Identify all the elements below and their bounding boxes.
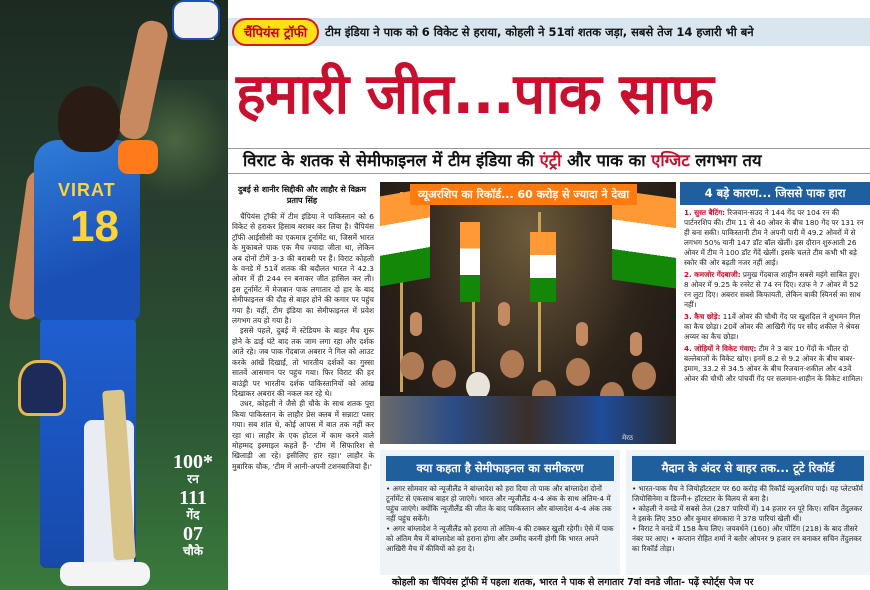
semifinal-equation-box (380, 450, 620, 576)
semifinal-point: • अगर बांग्लादेश ने न्यूजीलैंड को हराया तो अंतिम-4 की टक्कर खुली रहेगी। ऐसे में पाक को अंतिम मैच में बांग्लादेश को हराना होगा और उम्मीद करनी होगी कि भारत अपने आखिरी मैच में कीवियों को हरा दे। (386, 524, 614, 553)
record-point-text: कोहली ने वनडे में सबसे तेज (287 पारियों में) 14 हजार रन पूरे किए। सचिन तेंदुलकर ने इसके लिए 350 और कुमार संगकारा ने 378 पारियां खेली थीं। (632, 504, 863, 523)
stat-runs-label: रन (187, 472, 199, 486)
section-badge: चैंपियंस ट्रॉफी (232, 18, 319, 46)
subheadline (243, 149, 762, 173)
byline: दुबई से शानीर सिद्दीकी और लाहौर से विक्रम प्रताप सिंह (238, 185, 366, 205)
record-point: • भारत-पाक मैच ने जियोहॉटस्टार पर 60 करोड़ की रिकॉर्ड व्यूअरशिप पाई। यह प्लेटफॉर्म जियोसिनेमा व डिज्नी+ हॉटस्टार के विलय से बना है। (632, 484, 863, 503)
reason-title: 1. सुस्त बैटिंग: (684, 208, 725, 217)
crowd-face (632, 362, 656, 390)
raised-hand (410, 312, 422, 336)
reasons-box (680, 182, 870, 444)
top-strip (228, 18, 870, 46)
reason-title: 3. कैच छोड़े: (684, 312, 721, 321)
article-paragraph: चैंपियंस ट्रॉफी में टीम इंडिया ने पाकिस्तान को 6 विकेट से हराकर हिसाब बराबर कर लिया है। चैंपियंस ट्रॉफी आईसीसी का एकमात्र टूर्नामेंट था, जिसमें भारत के मुकाबले पाक एक मैच ज्यादा जीता था, लेकिन अब दोनों टीमें 3-3 की बराबरी पर हैं। विराट कोहली के वनडे में 51वें शतक की बदौलत भारत ने 42.3 ओवर में ही 244 रन बनाकर जीत हासिल कर ली। इस टूर्नामेंट में मेजबान पाक लगातार दो हार के बाद सेमीफाइनल की दौड़ से बाहर होने की कगार पर पहुंच गया है। वहीं, टीम इंडिया का सेमीफाइनल में प्रवेश लगभग तय हो गया है। (232, 212, 374, 326)
article-body (232, 212, 374, 472)
raised-hand (576, 322, 588, 346)
player-head (58, 86, 120, 152)
record-point: • कोहली ने वनडे में सबसे तेज (287 पारियों में) 14 हजार रन पूरे किए। सचिन तेंदुलकर ने इसके लिए 350 और कुमार संगकारा ने 378 पारियां खेली थीं। (632, 504, 863, 523)
indian-flag (530, 232, 556, 302)
crowd-face (400, 352, 424, 380)
semifinal-point: • अगर सोमवार को न्यूजीलैंड ने बांग्लादेश को हरा दिया तो पाक और बांग्लादेश दोनों टूर्नामेंट से एकसाथ बाहर हो जाएंगे। भारत और न्यूजीलैंड 4-4 अंक के साथ अंतिम-4 में पहुंच जाएंगे। क्योंकि न्यूजीलैंड की जीत के बाद पाकिस्तान और बांग्लादेश 4-4 अंक तक नहीं पहुंच सकेंगे। (386, 484, 612, 523)
player-helmet (18, 360, 66, 416)
raised-hand (630, 332, 642, 356)
subhead-entry: एंट्री (539, 151, 562, 170)
subhead-part1: विराट के शतक से सेमीफाइनल में टीम इंडिया की (243, 151, 540, 170)
subhead-part3: लगभग तय (689, 151, 762, 170)
crowd-face (566, 358, 590, 386)
kohli-stats (160, 452, 226, 560)
semifinal-title: क्या कहता है सेमीफाइनल का समीकरण (386, 456, 614, 481)
headline: हमारी जीत...पाक साफ (236, 62, 713, 127)
records-title: मैदान के अंदर से बाहर तक... टूटे रिकॉर्ड (632, 456, 864, 481)
record-point-text: कप्तान रोहित शर्मा ने बतौर ओपनर 9 हजार रन बनाकर सचिन तेंदुलकर का रिकॉर्ड तोड़ा। (632, 534, 862, 553)
crowd-celebration-photo (380, 182, 676, 444)
jersey-name: VIRAT (58, 180, 116, 200)
reason-text: 11वें ओवर की चौथी गेंद पर खुशदिल ने शुभमन गिल का कैच छोड़ा। 20वें ओवर की आखिरी गेंद पर सौद शकील ने श्रेयस अय्यर का कैच छोड़ा। (684, 312, 861, 341)
reason-text: प्रमुख गेंदबाज शाहीन सबसे महंगे साबित हुए। 8 ओवर में 9.25 के रनरेट से 74 रन दिए। रउफ ने 7 ओवर में 52 रन लुटा दिए। अबरार सबसे किफायती, लेकिन बाकी स्पिनर्स का साथ नहीं। (684, 270, 861, 309)
crowd-caption: व्यूअरशिप का रिकॉर्ड... 60 करोड़ से ज्यादा ने देखा (410, 184, 637, 205)
reasons-list (680, 205, 870, 389)
jersey-number: 18 (70, 202, 119, 251)
reason-title: 4. जोड़ियों ने विकेट गंवाए: (684, 344, 757, 353)
record-point: • विराट ने वनडे में 158 कैच लिए। जयवर्धने (160) और पोंटिंग (218) के बाद तीसरे नंबर पर आए। • कप्तान रोहित शर्मा ने बतौर ओपनर 9 हजार रन बनाकर सचिन तेंदुलकर का रिकॉर्ड तोड़ा। (632, 524, 862, 553)
records-box (626, 450, 870, 576)
record-point-text: विराट ने वनडे में 158 कैच लिए। जयवर्धने (160) और पोंटिंग (218) के बाद तीसरे नंबर पर आए। (632, 524, 858, 543)
photo-credit: मेरठ (622, 434, 634, 442)
reason-text: टीम ने 3 बार 10 गेंदों के भीतर दो बल्लेबाजों के विकेट खोए। इनमें 8.2 से 9.2 ओवर के बीच बाबर-इमाम, 33.2 से 34.5 ओवर के बीच रिजवान-शकील और 43वें ओवर की चौथी और पांचवीं गेंद पर सलमान-शाहीन के विकेट शामिल। (684, 344, 863, 383)
stat-runs-value: 100* (173, 451, 213, 473)
records-text (626, 484, 870, 554)
stat-balls-value: 111 (179, 487, 207, 509)
article-paragraph: इससे पहले, दुबई में स्टेडियम के बाहर मैच शुरू होने के ढाई घंटे बाद तक जाम लगा रहा और दर्शक आते रहे। जब पाक गेंदबाज अबरार ने गिल को आउट करके आंखें दिखाईं, तो भारतीय दर्शकों का गुस्सा सातवें आसमान पर पहुंच गया। फिर विराट की हर बाउंड्री पर भारतीय दर्शक पाकिस्तानियों को आंख दिखाकर अबरार की नकल कर रहे थे। (232, 326, 374, 398)
subhead-exit: एग्जिट (651, 151, 690, 170)
semifinal-text (380, 484, 620, 554)
stat-fours-value: 07 (183, 523, 203, 545)
crowd-face (500, 350, 524, 378)
reason-item (684, 344, 866, 384)
stat-balls-label: गेंद (186, 508, 200, 522)
stat-fours-label: चौके (183, 544, 203, 558)
semifinal-point-text: अगर सोमवार को न्यूजीलैंड ने बांग्लादेश को हरा दिया तो पाक और बांग्लादेश दोनों टूर्नामेंट से एकसाथ बाहर हो जाएंगे। भारत और न्यूजीलैंड 4-4 अंक के साथ अंतिम-4 में पहुंच जाएंगे। क्योंकि न्यूजीलैंड की जीत के बाद पाकिस्तान और बांग्लादेश 4-4 अंक तक नहीं पहुंच सकेंगे। (386, 484, 612, 523)
reasons-title: 4 बड़े कारण... जिससे पाक हारा (680, 182, 870, 205)
player-glove (172, 0, 220, 40)
subhead-part2: और पाक का (561, 151, 652, 170)
reason-text: रिजवान-सउद ने 144 गेंद पर 104 रन की पार्टनरशिप की। टीम 11 से 40 ओवर के बीच 180 गेंद पर 131 रन ही बना सकी। पाकिस्तानी टीम ने अपनी पारी में 49.2 ओवरों में से लगभग 50% यानी 147 डॉट बॉल खेलीं। इस दौरान शुरुआती 26 ओवर में टीम ने 100 डॉट गेंदें खेलीं। इसके चलते टीम कभी भी बड़े स्कोर की ओर बढ़ती नजर नहीं आई। (684, 208, 864, 267)
article-paragraph: उधर, कोहली ने जैसे ही चौके के साथ शतक पूरा किया पाकिस्तान के लाहौर प्रेस क्लब में सन्नाटा पसर गया। सब शांत थे, कोई आपस में बात तक नहीं कर रहा था। लाहौर के एक होटल में काम करने वाले मोहम्मद इस्माइल कहते हैं- 'टीम में सिफारिश से खिलाड़ी आ रहे। इसीलिए हार रहा।' लाहौर के मुबारिक चौक, 'टीम में आनी-अपनी टशनबाजियां हैं।' (232, 399, 374, 471)
raised-hand (498, 302, 510, 326)
reason-item (684, 312, 866, 342)
reason-item (684, 270, 866, 310)
player-sleeve (118, 140, 158, 174)
indian-flag (460, 222, 480, 302)
player-shoes (60, 562, 150, 586)
bottom-teaser: कोहली का चैंपियंस ट्रॉफी में पहला शतक, भारत ने पाक से लगातार 7वां वनडे जीता- पढ़ें स्पोर्ट्स पेज पर (380, 575, 870, 590)
top-strip-text: टीम इंडिया ने पाक को 6 विकेट से हराया, कोहली ने 51वां शतक जड़ा, सबसे तेज 14 हजारी भी बने (325, 24, 754, 39)
record-point-text: भारत-पाक मैच ने जियोहॉटस्टार पर 60 करोड़ की रिकॉर्ड व्यूअरशिप पाई। यह प्लेटफॉर्म जियोसिनेमा व डिज्नी+ हॉटस्टार के विलय से बना है। (632, 484, 863, 503)
semifinal-point-text: अगर बांग्लादेश ने न्यूजीलैंड को हराया तो अंतिम-4 की टक्कर खुली रहेगी। ऐसे में पाक को अंतिम मैच में बांग्लादेश को हराना होगा और उम्मीद करनी होगी कि भारत अपने आखिरी मैच में कीवियों को हरा दे। (386, 524, 614, 553)
reason-title: 2. कमजोर गेंदबाजी: (684, 270, 741, 279)
crowd-face (432, 360, 456, 388)
reason-item (684, 208, 866, 268)
